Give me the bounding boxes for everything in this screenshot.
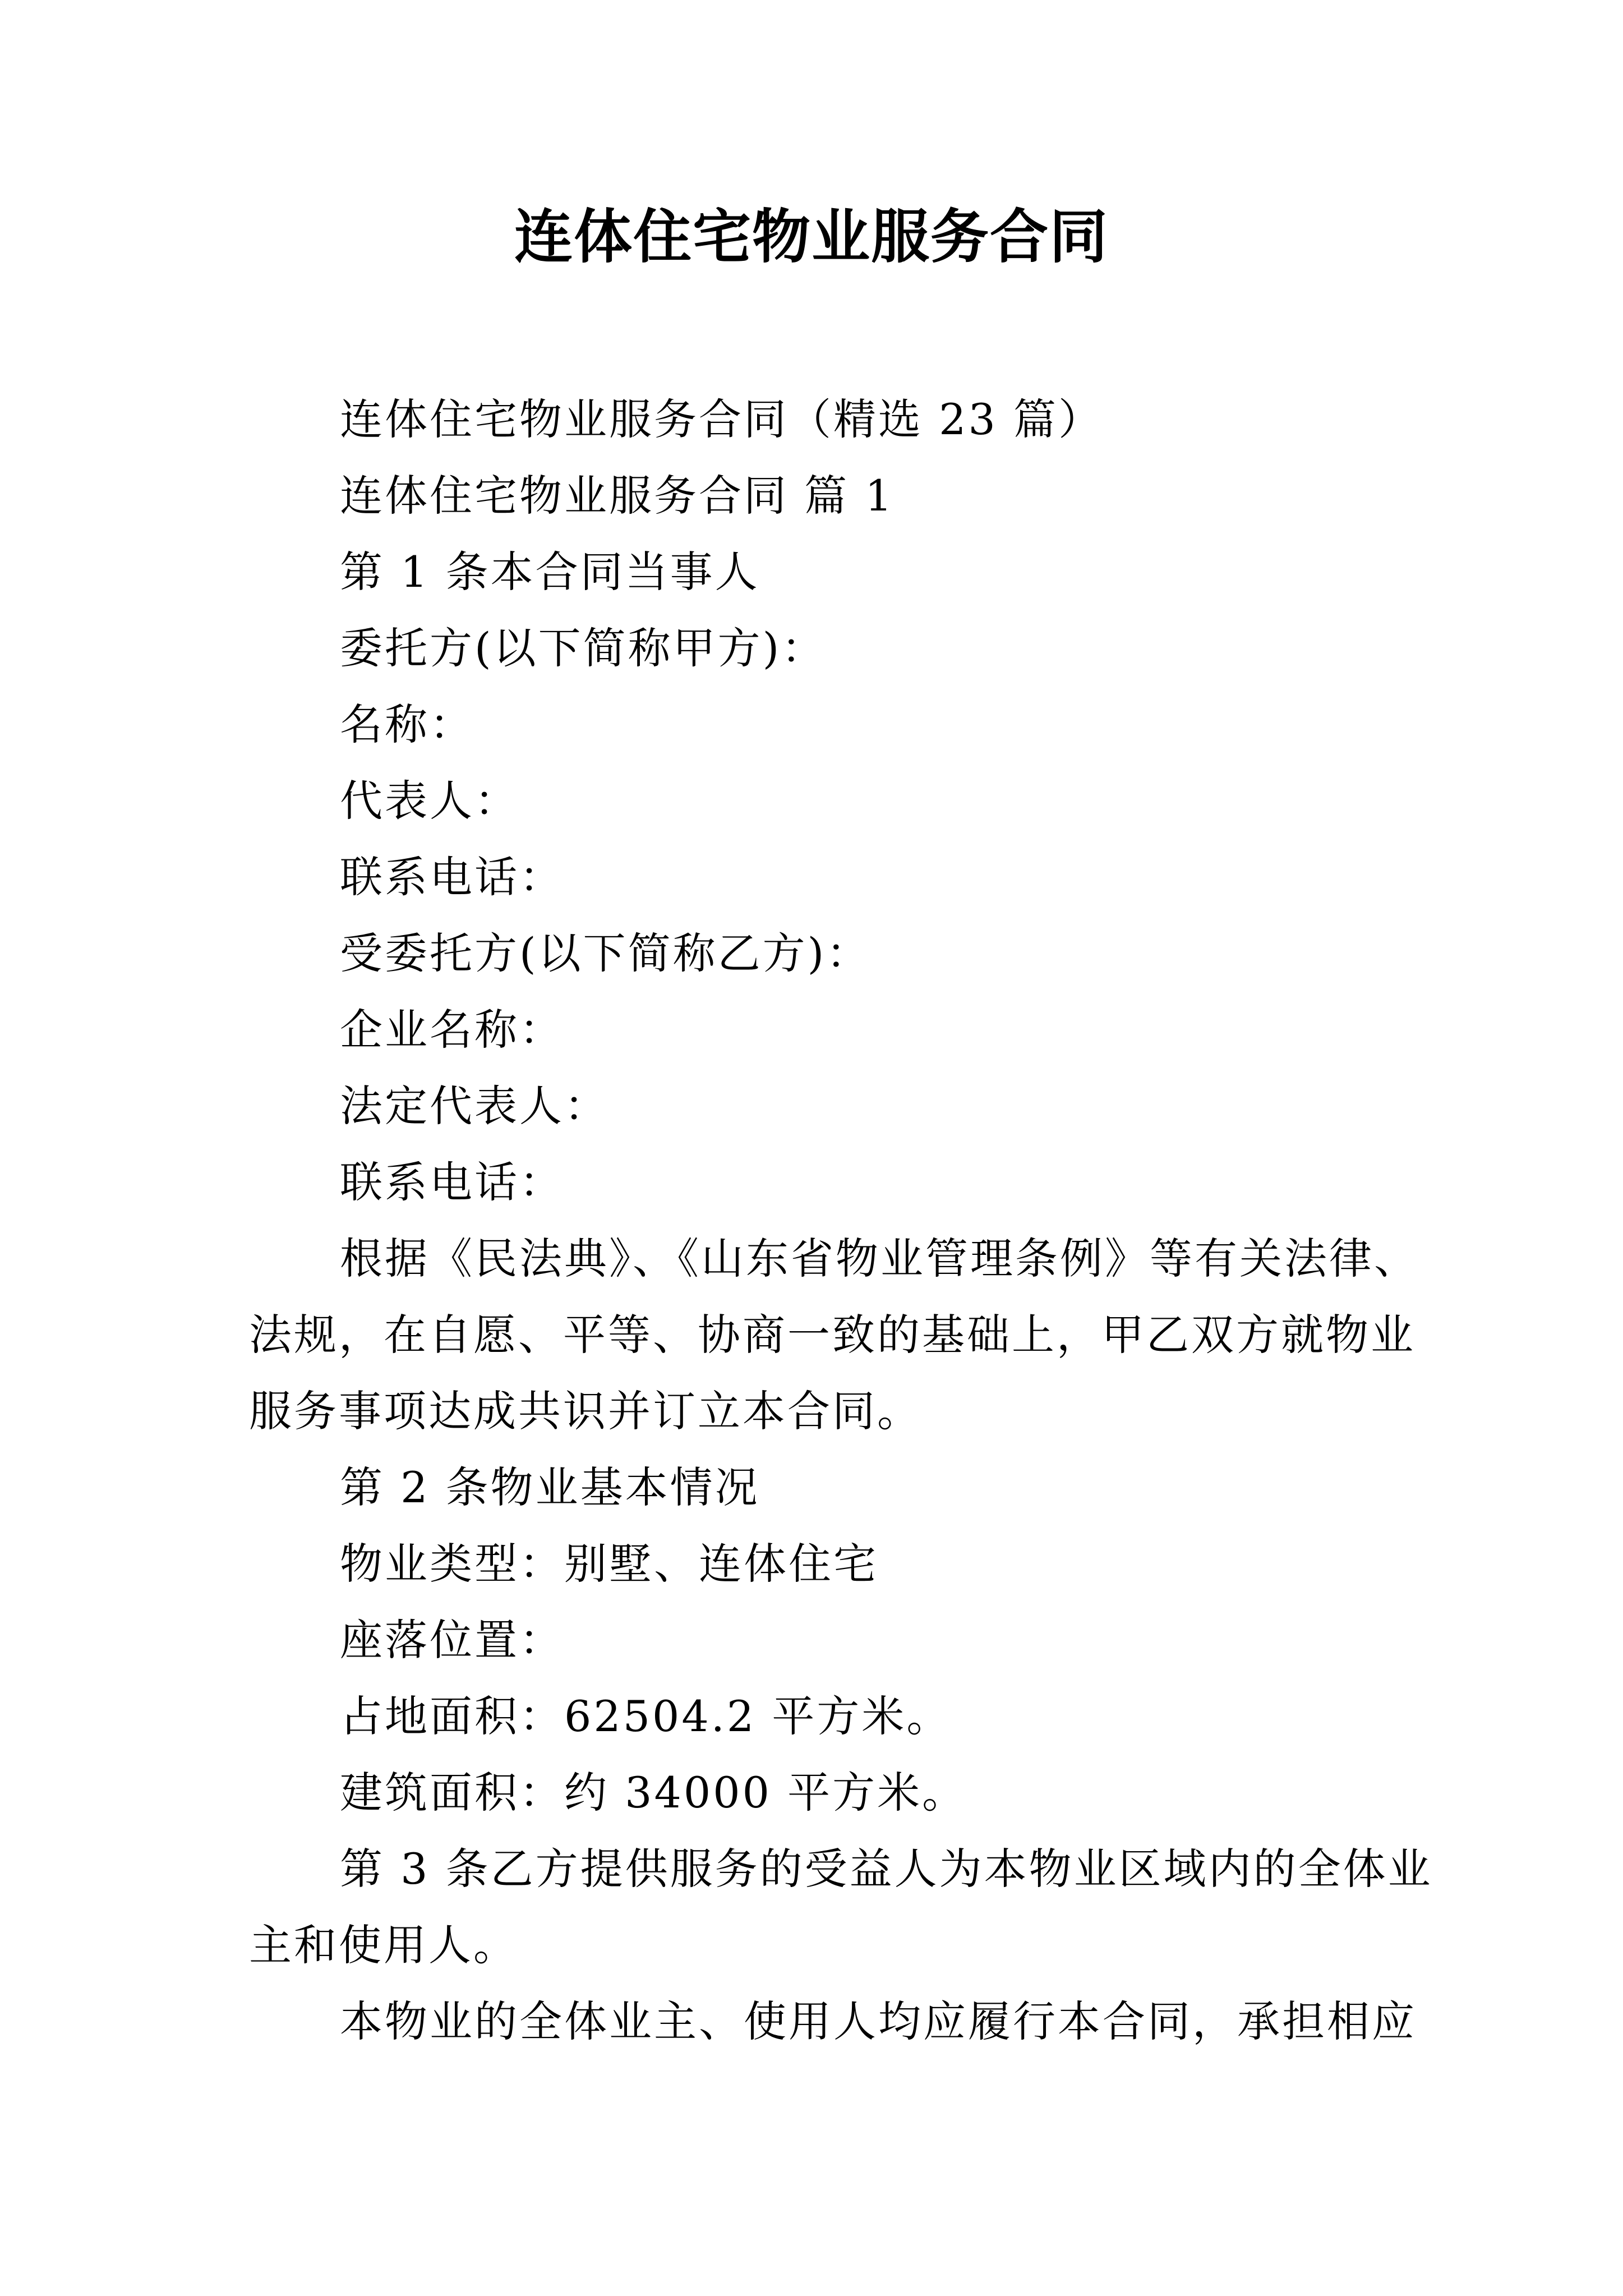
paragraph-line: 法定代表人： <box>340 1081 609 1131</box>
paragraph-line: 根据《民法典》、《山东省物业管理条例》等有关法律、 <box>340 1234 1419 1283</box>
paragraph-line: 第 2 条物业基本情况 <box>340 1462 760 1512</box>
paragraph-line: 受委托方(以下简称乙方)： <box>340 928 872 978</box>
paragraph-line: 名称： <box>340 700 474 749</box>
paragraph-line: 主和使用人。 <box>249 1920 518 1970</box>
paragraph-line: 法规，在自愿、平等、协商一致的基础上，甲乙双方就物业 <box>249 1310 1415 1360</box>
paragraph-line: 物业类型：别墅、连体住宅 <box>340 1539 878 1589</box>
paragraph-line: 连体住宅物业服务合同（精选 23 篇） <box>340 394 1104 444</box>
paragraph-line: 第 1 条本合同当事人 <box>340 547 760 597</box>
paragraph-line: 服务事项达成共识并订立本合同。 <box>249 1386 922 1436</box>
paragraph-line: 本物业的全体业主、使用人均应履行本合同，承担相应 <box>340 1996 1417 2046</box>
paragraph-line: 委托方(以下简称甲方)： <box>340 623 827 673</box>
document-title: 连体住宅物业服务合同 <box>514 203 1109 271</box>
document-body <box>249 381 1433 2060</box>
paragraph-line: 第 3 条乙方提供服务的受益人为本物业区域内的全体业 <box>340 1844 1433 1894</box>
paragraph-line: 联系电话： <box>340 1157 564 1207</box>
paragraph-line: 连体住宅物业服务合同 篇 1 <box>340 471 895 521</box>
paragraph-line: 联系电话： <box>340 852 564 902</box>
paragraph-line: 占地面积：62504.2 平方米。 <box>340 1691 952 1741</box>
paragraph-line: 座落位置： <box>340 1615 564 1665</box>
paragraph-line: 代表人： <box>340 776 519 826</box>
paragraph-line: 企业名称： <box>340 1005 564 1055</box>
paragraph-line: 建筑面积：约 34000 平方米。 <box>340 1768 967 1818</box>
